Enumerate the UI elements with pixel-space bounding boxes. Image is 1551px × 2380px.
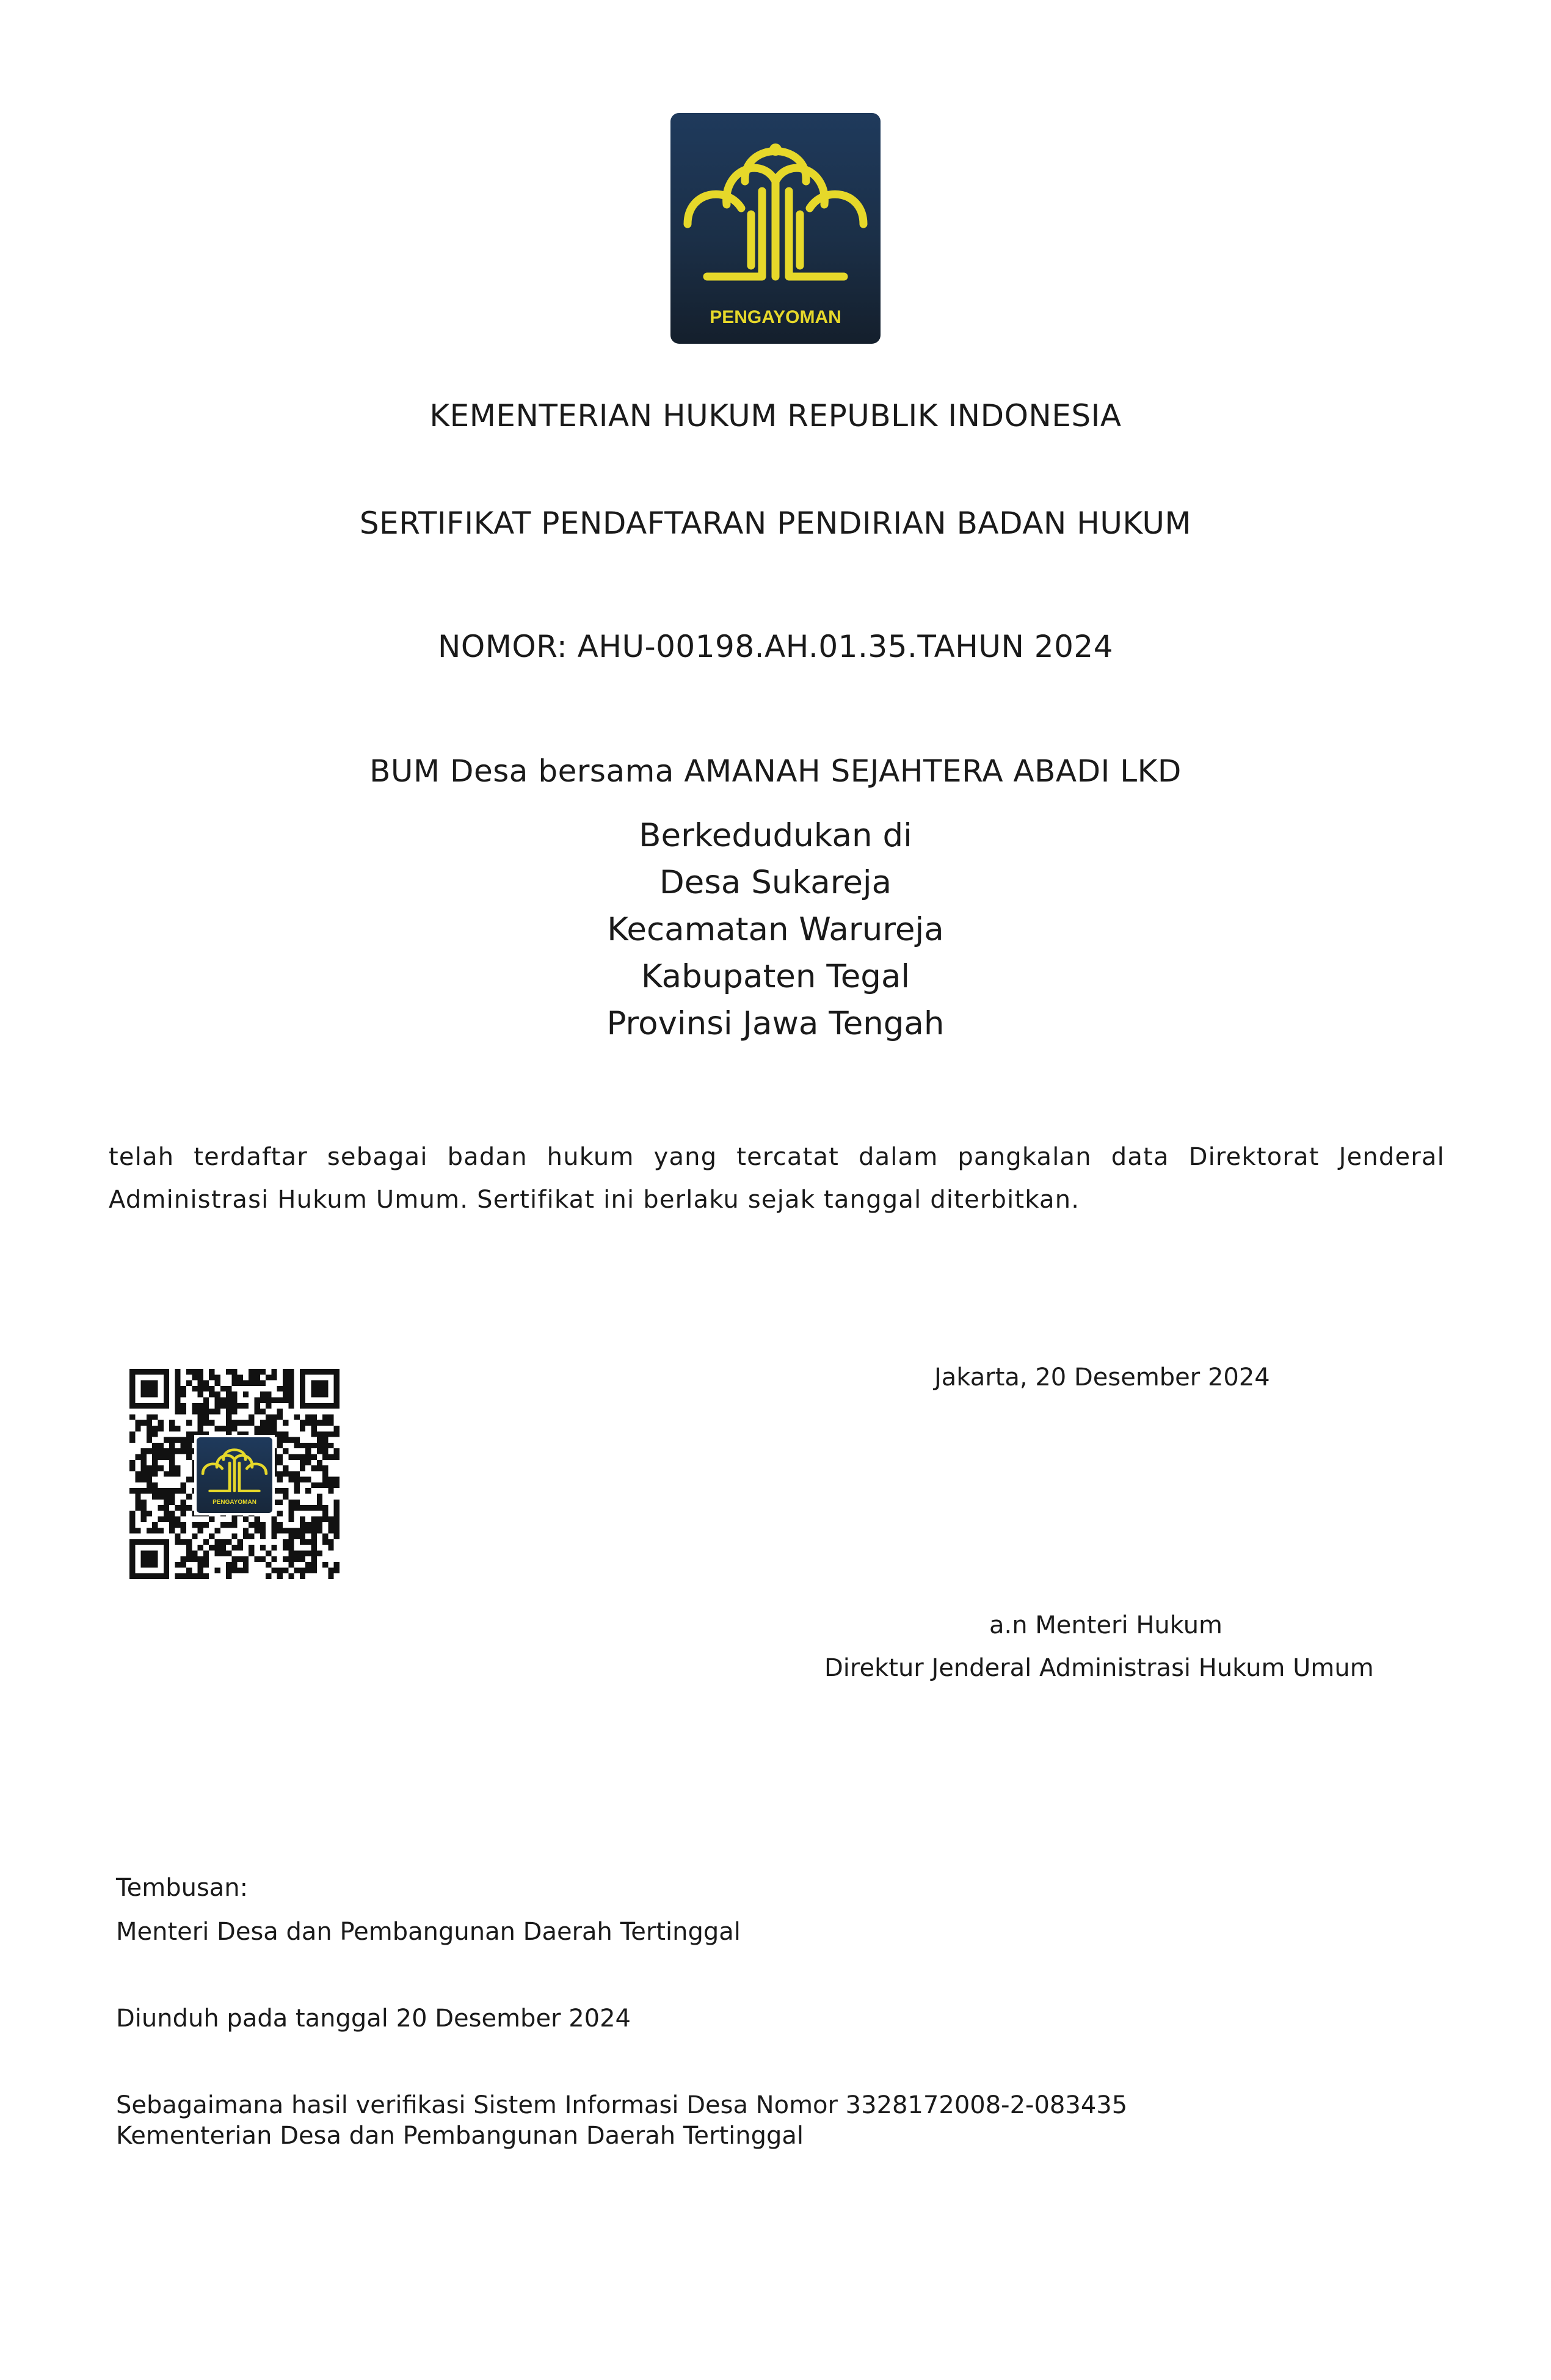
download-date: Diunduh pada tanggal 20 Desember 2024	[116, 2004, 631, 2033]
district: Kecamatan Warureja	[607, 911, 944, 948]
certificate-number: NOMOR: AHU-00198.AH.01.35.TAHUN 2024	[437, 629, 1114, 664]
logo-label: PENGAYOMAN	[710, 307, 841, 327]
ministry-title: KEMENTERIAN HUKUM REPUBLIK INDONESIA	[429, 398, 1122, 434]
domicile-label: Berkedudukan di	[639, 817, 912, 854]
domicile-block	[0, 812, 1551, 1047]
qr-logo-label: PENGAYOMAN	[212, 1499, 256, 1506]
pengayoman-logo	[670, 113, 881, 344]
verification-line-1: Sebagaimana hasil verifikasi Sistem Informasi Desa Nomor 3328172008-2-083435	[116, 2091, 1128, 2119]
province: Provinsi Jawa Tengah	[606, 1005, 945, 1042]
signing-official: Direktur Jenderal Administrasi Hukum Umum	[824, 1654, 1374, 1682]
cc-label: Tembusan:	[116, 1874, 249, 1902]
certificate-title: SERTIFIKAT PENDAFTARAN PENDIRIAN BADAN HUKUM	[359, 506, 1192, 541]
regency: Kabupaten Tegal	[641, 958, 910, 995]
verification-line-2: Kementerian Desa dan Pembangunan Daerah Tertinggal	[116, 2122, 804, 2150]
village: Desa Sukareja	[659, 864, 892, 901]
cc-recipient: Menteri Desa dan Pembangunan Daerah Tertinggal	[116, 1918, 741, 1946]
place-date: Jakarta, 20 Desember 2024	[934, 1363, 1270, 1391]
verification-qr-code	[121, 1360, 348, 1587]
on-behalf-of: a.n Menteri Hukum	[989, 1611, 1223, 1639]
registration-statement: telah terdaftar sebagai badan hukum yang tercatat dalam pangkalan data Direktorat Jenderal Administrasi Hukum Umum. Sertifikat ini berlaku sejak tanggal diterbitkan.	[109, 1143, 1445, 1214]
qr-logo	[194, 1435, 275, 1515]
entity-name: BUM Desa bersama AMANAH SEJAHTERA ABADI LKD	[369, 753, 1182, 789]
